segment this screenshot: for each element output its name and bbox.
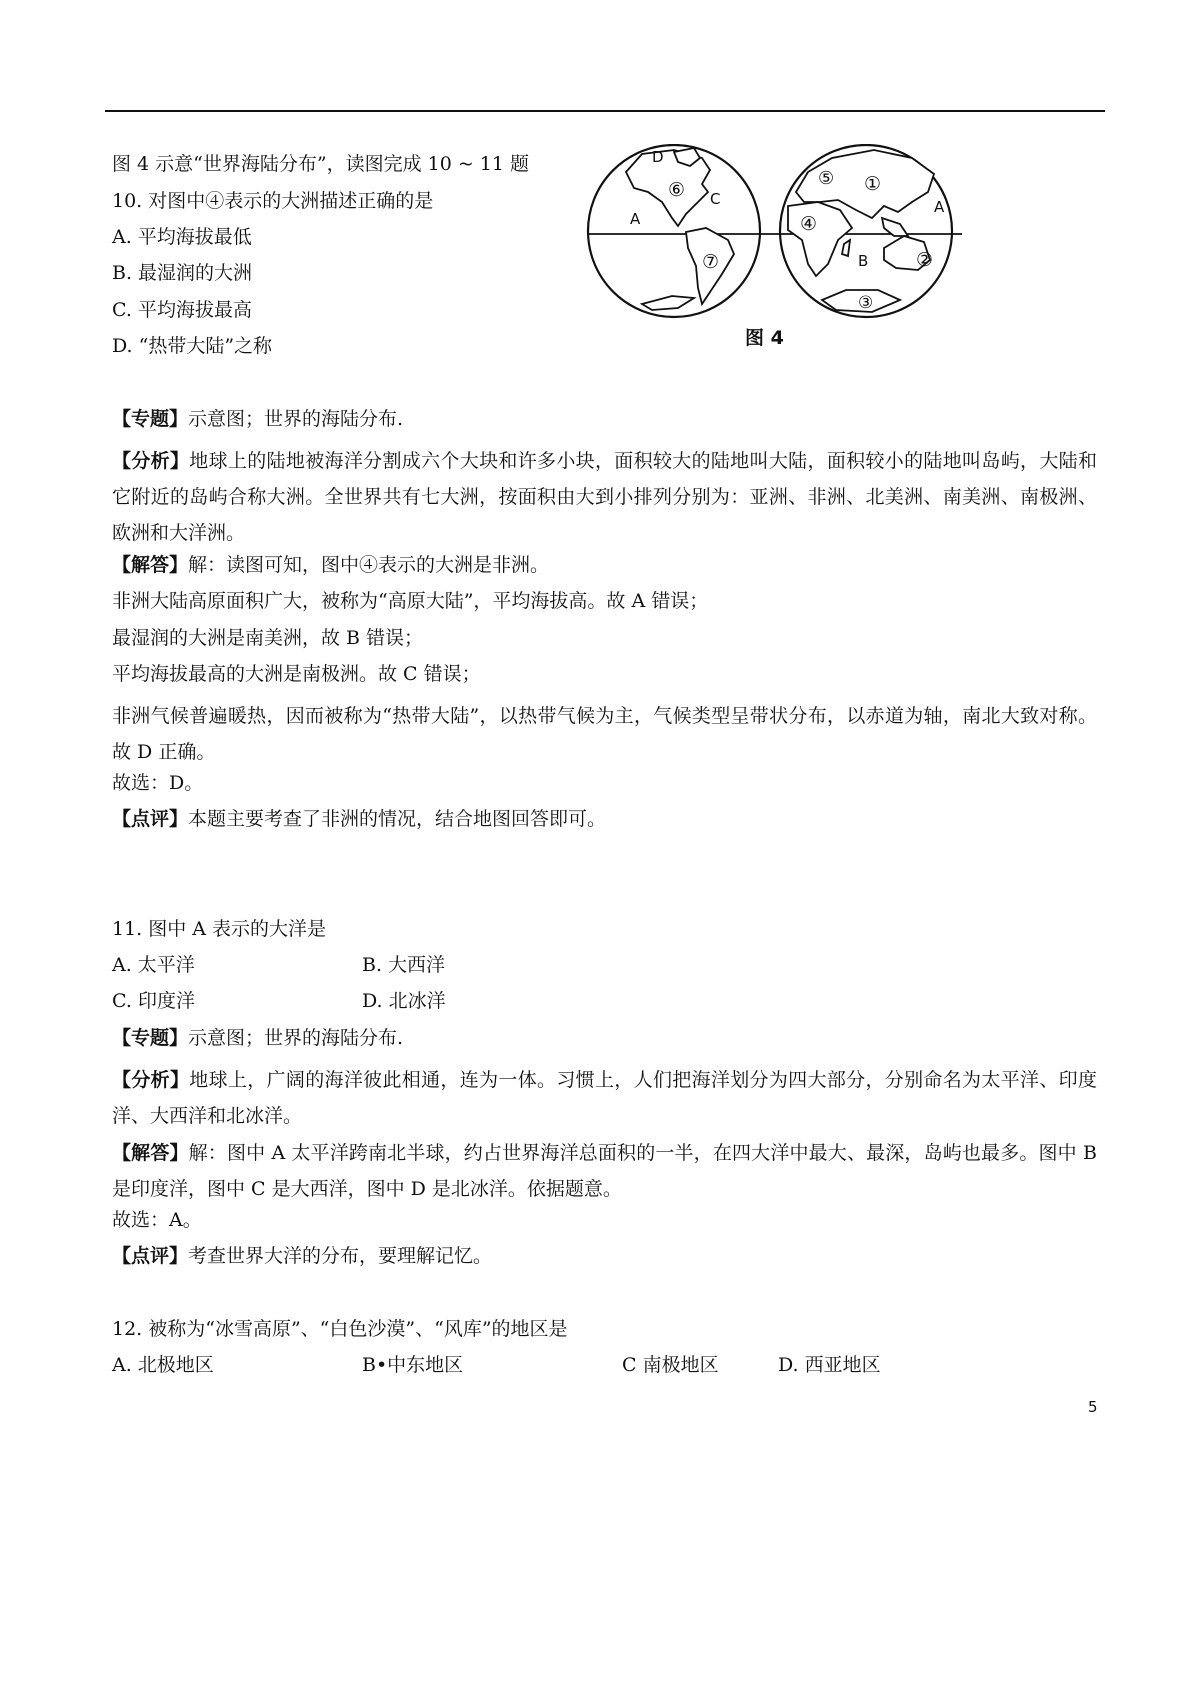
q11-analysis <box>112 1062 1097 1134</box>
q11-analysis-tag: 【分析】 <box>112 1069 190 1091</box>
q11-review-tag: 【点评】 <box>112 1245 189 1267</box>
q10-topic-tag: 【专题】 <box>112 408 189 430</box>
q11-answer-tag: 【解答】 <box>112 1142 189 1164</box>
label-d: D <box>652 148 664 166</box>
q10-solution-line-2: 最湿润的大洲是南美洲，故 B 错误； <box>112 627 424 649</box>
label-2: ② <box>916 249 934 271</box>
q11-option-d: D. 北冰洋 <box>362 990 446 1012</box>
q10-review-tag: 【点评】 <box>112 808 189 830</box>
figure-caption: 图 4 <box>745 327 784 349</box>
world-map-figure <box>582 144 962 322</box>
q10-choice: 故选：D。 <box>112 772 204 794</box>
q12-option-d: D. 西亚地区 <box>778 1354 881 1376</box>
q10-option-a: A. 平均海拔最低 <box>112 226 252 248</box>
q11-analysis-text: 地球上，广阔的海洋彼此相通，连为一体。习惯上，人们把海洋划分为四大部分，分别命名为太平洋、印度洋、大西洋和北冰洋。 <box>112 1069 1097 1127</box>
q11-answer-text: 解：图中 A 太平洋跨南北半球，约占世界海洋总面积的一半，在四大洋中最大、最深，岛屿也最多。图中 B 是印度洋，图中 C 是大西洋，图中 D 是北冰洋。依据题意。 <box>112 1142 1097 1200</box>
label-3: ③ <box>858 293 874 313</box>
q10-topic-text: 示意图；世界的海陆分布. <box>188 408 404 430</box>
q10-option-d: D. “热带大陆”之称 <box>112 335 273 357</box>
q12-option-a: A. 北极地区 <box>112 1354 214 1376</box>
q11-review-text: 考查世界大洋的分布，要理解记忆。 <box>188 1245 493 1267</box>
label-1: ① <box>864 173 882 195</box>
q10-answer <box>112 553 549 577</box>
label-b: B <box>858 252 869 270</box>
q11-option-b: B. 大西洋 <box>362 954 446 976</box>
africa-shape <box>788 202 852 276</box>
q11-option-c: C. 印度洋 <box>112 990 195 1012</box>
label-a-right: A <box>934 198 945 216</box>
q10-solution-line-1: 非洲大陆高原面积广大，被称为“高原大陆”，平均海拔高。故 A 错误； <box>112 590 709 612</box>
label-6: ⑥ <box>668 179 686 201</box>
label-5: ⑤ <box>818 168 835 189</box>
q10-analysis <box>112 443 1097 551</box>
q10-answer-tag: 【解答】 <box>112 554 189 576</box>
q11-answer <box>112 1135 1097 1207</box>
q10-topic <box>112 407 403 431</box>
label-c: C <box>710 190 721 208</box>
antarctica-west-shape <box>642 296 694 310</box>
q10-option-b: B. 最湿润的大洲 <box>112 262 253 284</box>
q11-option-a: A. 太平洋 <box>112 954 195 976</box>
label-7: ⑦ <box>702 251 720 273</box>
q12-stem: 12. 被称为“冰雪高原”、“白色沙漠”、“风库”的地区是 <box>112 1318 568 1340</box>
q10-solution-line-3: 平均海拔最高的大洲是南极洲。故 C 错误； <box>112 663 481 685</box>
page-number: 5 <box>1088 1398 1098 1416</box>
q10-review <box>112 807 606 831</box>
q10-review-text: 本题主要考查了非洲的情况，结合地图回答即可。 <box>188 808 607 830</box>
q11-choice: 故选：A。 <box>112 1209 202 1231</box>
q11-review <box>112 1244 492 1268</box>
madagascar-shape <box>842 240 850 256</box>
q11-topic-text: 示意图；世界的海陆分布. <box>188 1027 404 1049</box>
q10-stem: 10. 对图中④表示的大洲描述正确的是 <box>112 190 434 212</box>
q12-option-c: C 南极地区 <box>622 1354 719 1376</box>
q11-topic <box>112 1026 403 1050</box>
q10-analysis-text: 地球上的陆地被海洋分割成六个大块和许多小块，面积较大的陆地叫大陆，面积较小的陆地叫岛屿，大陆和它附近的岛屿合称大洲。全世界共有七大洲，按面积由大到小排列分别为：亚洲、非洲、北美洲、南美洲、南极洲、欧洲和大洋洲。 <box>112 450 1097 544</box>
q10-solution-line-4: 非洲气候普遍暖热，因而被称为“热带大陆”，以热带气候为主，气候类型呈带状分布，以赤道为轴，南北大致对称。故 D 正确。 <box>112 705 1097 763</box>
label-a-left: A <box>630 210 641 228</box>
q10-answer-text: 解：读图可知，图中④表示的大洲是非洲。 <box>188 554 550 576</box>
q10-option-c: C. 平均海拔最高 <box>112 299 252 321</box>
q10-analysis-tag: 【分析】 <box>112 450 190 472</box>
q11-stem: 11. 图中 A 表示的大洋是 <box>112 918 327 940</box>
q10-intro: 图 4 示意“世界海陆分布”，读图完成 10 ~ 11 题 <box>112 153 530 175</box>
label-4: ④ <box>800 213 818 235</box>
q12-option-b: B•中东地区 <box>362 1354 464 1376</box>
q11-topic-tag: 【专题】 <box>112 1027 189 1049</box>
header-rule <box>105 110 1105 112</box>
